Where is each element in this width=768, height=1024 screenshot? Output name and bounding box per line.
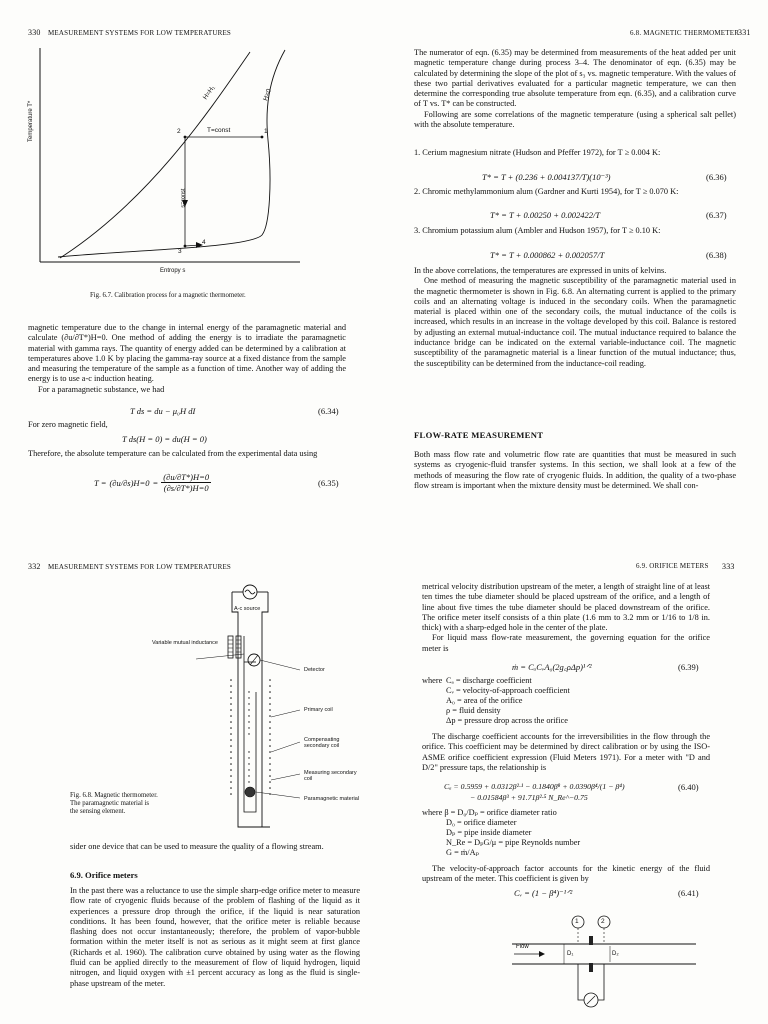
paragraph: For zero magnetic field, <box>28 420 108 429</box>
list-item: 1. Cerium magnesium nitrate (Hudson and Pfeffer 1972), for T ≥ 0.004 K: <box>414 148 661 157</box>
equation-6-37: T* = T + 0.00250 + 0.002422/T <box>490 210 601 220</box>
page-number: 330 <box>28 28 41 37</box>
point-2-label: 2 <box>177 128 181 135</box>
equation-number: (6.34) <box>318 406 339 416</box>
where-label: where <box>422 676 443 685</box>
orifice-meter-diagram <box>384 512 768 1024</box>
page-number: 333 <box>722 562 735 571</box>
paragraph: The numerator of eqn. (6.35) may be determined from measurements of the heat added per unit magnetic temperature change during process 3–4. The denominator of eqn. (6.35) may be calculated by determining the slope of the plot of s₃ vs. magnetic temperature. With the values of these two partial derivatives evaluated for a particular magnetic temperature, we can then determine the corresponding true absolute temperature from eqn. (6.35), and a calibration curve of T vs. T* can be constructed. <box>414 48 736 109</box>
paragraph: Therefore, the absolute temperature can be calculated from the experimental data using <box>28 449 318 458</box>
definition: ρ = fluid density <box>446 706 501 715</box>
eq-lhs: T = <box>94 477 107 488</box>
paragraph: The discharge coefficient accounts for the irreversibilities in the flow through the orifice. This coefficient may be determined by direct calibration or by using the ISO-ASME orifice coefficient expression (Fluid Meters 1971). For a meter with "D and D/2" pressure taps, the relationship is <box>422 732 710 772</box>
list-item: 2. Chromic methylammonium alum (Gardner and Kurti 1954), for T ≥ 0.070 K: <box>414 187 679 196</box>
list-item: 3. Chromium potassium alum (Ambler and Hudson 1957), for T ≥ 0.10 K: <box>414 226 661 235</box>
figure-caption: Fig. 6.7. Calibration process for a magnetic thermometer. <box>90 292 246 299</box>
eq-equals: = <box>152 477 159 488</box>
d2-label: D₂ <box>612 951 619 957</box>
definition: G = ṁ/Aₚ <box>446 848 479 857</box>
definition: Δp = pressure drop across the orifice <box>446 716 568 725</box>
curve-label-h1: H=H₁ <box>201 84 217 102</box>
paramagnetic-material-label: Paramagnetic material <box>304 796 360 802</box>
equation-number: (6.37) <box>706 210 727 220</box>
equation-zero-field: T ds(H = 0) = du(H = 0) <box>122 434 207 444</box>
page-330 <box>0 0 384 512</box>
figure-caption: Fig. 6.8. Magnetic thermometer. The paramagnetic material is the sensing element. <box>70 792 158 816</box>
equation-6-41: Cᵥ = (1 − β⁴)⁻¹ᐟ² <box>514 888 573 898</box>
paragraph: sider one device that can be used to measure the quality of a flowing stream. <box>70 842 324 851</box>
tap-1-label: 1 <box>575 918 579 925</box>
detector-label: Detector <box>304 667 325 673</box>
paragraph: For liquid mass flow-rate measurement, the governing equation for the orifice meter is <box>422 633 710 653</box>
equation-6-40-line-2: − 0.01584β³ + 91.71β²·⁵ N_Re^−0.75 <box>470 793 588 802</box>
paragraph: One method of measuring the magnetic susceptibility of the paramagnetic material used in the magnetic thermometer is shown in Fig. 6.8. An alternating current is applied to the primary coils and an alternating voltage is induced in the secondary coils. When the paramagnetic material is placed within one of the secondary coils, the mutual inductance of the coils is increased, which results in an increase in the voltage developed by this coil. Balance is restored by adjusting an external mutual-inductance coil. The mutual inductance required to balance the inductance bridge can be indicated on the external variable-inductance coil. The magnetic susceptibility of the paramagnetic material is a linear function of the mutual inductance; thus, the susceptibility can be determined from the inductance-coil reading. <box>414 276 736 368</box>
tap-2-label: 2 <box>601 918 605 925</box>
curve-label-h0: H=0 <box>262 88 273 102</box>
body-text <box>414 48 736 130</box>
definition: Dₚ = pipe inside diameter <box>446 828 532 837</box>
definition: N_Re = DₚG/μ = pipe Reynolds number <box>446 838 581 847</box>
variable-inductance-label: Variable mutual inductance <box>152 640 218 646</box>
definition: Cₐ = discharge coefficient <box>446 676 532 685</box>
definition: A₀ = area of the orifice <box>446 696 523 705</box>
point-3-label: 3 <box>178 248 182 255</box>
equation-6-36: T* = T + (0.236 + 0.004137/T)(10⁻³) <box>482 172 611 182</box>
equation-6-35 <box>94 472 211 493</box>
page-number: 332 <box>28 562 41 571</box>
measuring-coil-label: Measuring secondary coil <box>304 770 357 783</box>
compensating-coil-label: Compensating secondary coil <box>304 737 340 750</box>
equation-number: (6.36) <box>706 172 727 182</box>
equation-number: (6.38) <box>706 250 727 260</box>
paragraph: The velocity-of-approach factor accounts for the kinetic energy of the fluid upstream of the meter. This coefficient is given by <box>422 864 710 884</box>
paragraph: In the above correlations, the temperatures are expressed in units of kelvins. <box>414 266 667 275</box>
paragraph: Both mass flow rate and volumetric flow rate are quantities that must be measured in such systems as cryogenic-fluid transfer systems. In this section, we shall look at a few of the methods of measuring the flow rate of cryogenic fluids. In addition, the quality of a two-phase flow stream is important when the mixture density must be determined. We shall con- <box>414 450 736 490</box>
ac-source-label: A-c source <box>234 606 261 612</box>
section-heading: FLOW-RATE MEASUREMENT <box>414 430 544 440</box>
definition: Cᵥ = velocity-of-approach coefficient <box>446 686 570 695</box>
paragraph: magnetic temperature due to the change in internal energy of the paramagnetic material and calculate (∂u/∂T*)H=0. One method of adding the energy is to irradiate the paramagnetic material with gamma rays. The quantity of energy added can be determined by a calibration at temperatures above 1.0 K by placing the gamma-ray source at a fixed distance from the sample and measuring the temperature of the sample as a function of time. Another way of adding the energy is to use a-c induction heating. <box>28 323 346 384</box>
page-332 <box>0 512 384 1024</box>
equation-6-40-line-1: Cₐ = 0.5959 + 0.0312β²·¹ − 0.1840β⁸ + 0.0390β⁴/(1 − β⁴) <box>444 782 625 791</box>
adiabat-label: s=const <box>180 188 187 208</box>
page-number: 331 <box>738 28 751 37</box>
running-head: 6.9. ORIFICE METERS <box>636 562 709 570</box>
running-head: MEASUREMENT SYSTEMS FOR LOW TEMPERATURES <box>48 563 232 571</box>
equation-6-38: T* = T + 0.000862 + 0.002057/T <box>490 250 605 260</box>
point-4-label: 4 <box>202 239 206 246</box>
body-text <box>414 266 736 369</box>
paragraph: metrical velocity distribution upstream of the meter, a length of straight line of at least ten times the tube diameter should be placed upstream of the orifice, and a length of line about five times the tube diameter should be placed downstream of the orifice. The orifice meter itself consists of a thin plate (1.6 mm to 3.2 mm or 1/16 to 1/8 in. thick) with a sharp-edged hole in the center of the plate. <box>422 582 710 633</box>
subsection-heading: 6.9. Orifice meters <box>70 870 138 880</box>
equation-number: (6.39) <box>678 662 699 672</box>
flow-label: Flow <box>516 944 529 950</box>
running-head: MEASUREMENT SYSTEMS FOR LOW TEMPERATURES <box>48 29 232 37</box>
paragraph: For a paramagnetic substance, we had <box>38 384 165 394</box>
body-text <box>28 323 346 395</box>
definition: where β = D₀/Dₚ = orifice diameter ratio <box>422 808 557 817</box>
equation-number: (6.41) <box>678 888 699 898</box>
definition: D₀ = orifice diameter <box>446 818 517 827</box>
paragraph: Following are some correlations of the magnetic temperature (using a spherical salt pellet) with the absolute temperature. <box>414 109 736 130</box>
equation-6-34: T ds = du − μ₀H dI <box>130 406 196 416</box>
equation-number: (6.40) <box>678 782 699 792</box>
isotherm-label: T=const <box>207 127 231 134</box>
page-331 <box>384 0 768 512</box>
x-axis-label: Entropy s <box>160 268 186 274</box>
eq-denominator: (∂s/∂T*)H=0 <box>163 483 209 493</box>
paragraph: In the past there was a reluctance to use the simple sharp-edge orifice meter to measure flow rate of cryogenic fluids because of the problem of flashing of the liquid as it experiences a pressure drop through the orifice, if the liquid is near saturation conditions. It has been found, however, that the orifice meter is reliable because flashing does not occur instantaneously; therefore, the problem of vapor-bubble formation within the meter itself is not as serious as it might seem at first glance (Richards et al. 1960). The calibration curve obtained by using water as the flowing fluid can be applied directly to the measurement of flow of liquid hydrogen, liquid nitrogen, and liquid oxygen with ±1 percent accuracy as long as the fluid is single-phase upstream of the meter. <box>70 886 360 988</box>
primary-coil-label: Primary coil <box>304 707 333 713</box>
equation-6-39: ṁ = CₐCᵥA₀(2g꜀ρΔp)¹ᐟ² <box>512 662 592 672</box>
point-1-label: 1 <box>264 128 268 135</box>
page-333 <box>384 512 768 1024</box>
eq-fraction <box>161 472 211 493</box>
d1-label: D₁ <box>567 951 574 957</box>
eq-numerator: (∂u/∂T*)H=0 <box>163 472 210 482</box>
running-head: 6.8. MAGNETIC THERMOMETER <box>630 29 740 37</box>
equation-number: (6.35) <box>318 478 339 488</box>
eq-partial-ratio: (∂u/∂s)H=0 <box>109 477 150 488</box>
y-axis-label: Temperature T* <box>28 100 34 142</box>
